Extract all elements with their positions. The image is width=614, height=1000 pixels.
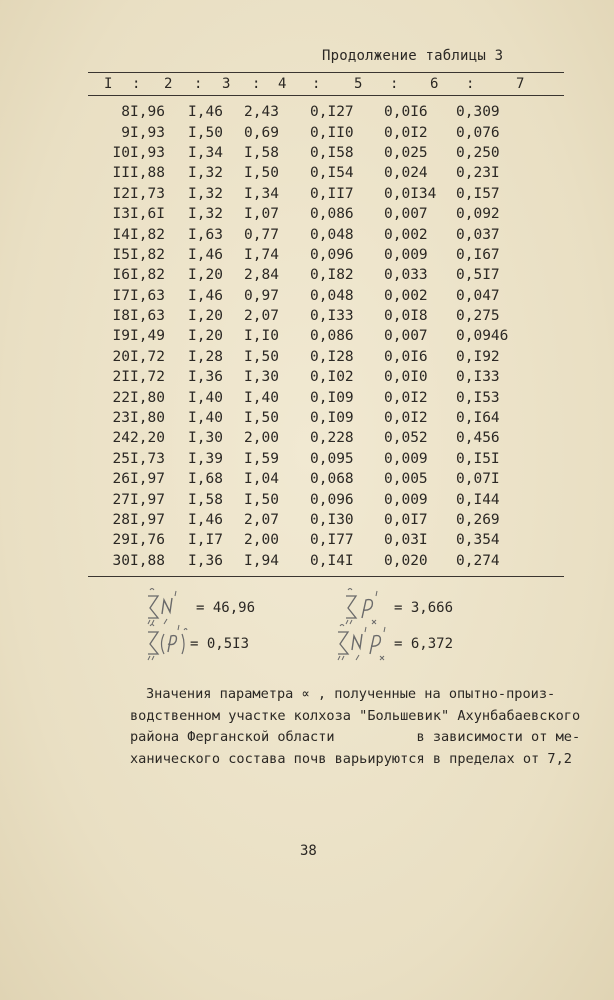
sum-p-squared-formula xyxy=(144,622,249,666)
table-cell-col-2: I,97 xyxy=(130,512,165,528)
sum-n-value: = 46,96 xyxy=(196,600,256,616)
table-cell-col-7: 0,275 xyxy=(456,308,500,325)
table-cell-col-6: 0,052 xyxy=(384,430,428,447)
table-cell-col-2: I,73 xyxy=(130,185,165,202)
table-cell-col-2: I,97 xyxy=(130,471,165,488)
table-cell-col-2: I,97 xyxy=(130,491,165,508)
header-separator: : xyxy=(252,76,261,92)
table-cell-col-4: I,50 xyxy=(244,410,279,427)
table-cell-col-3: I,20 xyxy=(188,267,223,284)
table-cell-col-1: I2 xyxy=(112,185,130,202)
table-cell-col-4: I,50 xyxy=(244,491,279,508)
table-cell-col-7: 0,250 xyxy=(456,144,500,161)
table-cell-col-7: 0,269 xyxy=(456,512,500,528)
table-cell-col-2: I,49 xyxy=(130,328,165,345)
table-cell-col-1: 28 xyxy=(112,512,130,528)
table-cell-col-6: 0,0I6 xyxy=(384,348,428,365)
table-cell-col-3: I,30 xyxy=(188,430,223,447)
table-cell-col-4: I,30 xyxy=(244,369,279,386)
table-cell-col-6: 0,020 xyxy=(384,552,428,569)
table-cell-col-6: 0,0I6 xyxy=(384,104,428,121)
table-cell-col-5: 0,I54 xyxy=(310,165,354,182)
table-cell-col-6: 0,002 xyxy=(384,226,428,243)
table-cell-col-6: 0,0I2 xyxy=(384,410,428,427)
sum-p-squared-value: = 0,5I3 xyxy=(190,636,250,652)
page-number: 38 xyxy=(300,843,317,859)
table-cell-col-4: I,34 xyxy=(244,185,279,202)
table-cell-col-1: 20 xyxy=(112,348,130,365)
table-bottom-rule xyxy=(88,576,564,577)
table-cell-col-6: 0,0I0 xyxy=(384,369,428,386)
table-cell-col-2: I,88 xyxy=(130,165,165,182)
header-separator: : xyxy=(466,76,475,92)
sum-np-handwritten-icon xyxy=(334,622,394,666)
table-cell-col-3: I,36 xyxy=(188,552,223,569)
table-cell-col-4: 0,97 xyxy=(244,287,279,304)
table-cell-col-3: I,32 xyxy=(188,165,223,182)
sum-np-formula xyxy=(334,622,453,666)
table-header-row xyxy=(88,76,564,96)
sum-p-squared-handwritten-icon xyxy=(144,622,190,666)
table-cell-col-6: 0,002 xyxy=(384,287,428,304)
table-cell-col-7: 0,I5I xyxy=(456,450,500,467)
table-cell-col-2: I,80 xyxy=(130,410,165,427)
table-cell-col-5: 0,I28 xyxy=(310,348,354,365)
table-cell-col-4: I,I0 xyxy=(244,328,279,345)
table-cell-col-1: I9 xyxy=(112,328,130,345)
table-cell-col-4: 2,00 xyxy=(244,430,279,447)
table-cell-col-6: 0,007 xyxy=(384,206,428,223)
table-cell-col-4: I,50 xyxy=(244,348,279,365)
table-cell-col-1: 24 xyxy=(112,430,130,447)
table-cell-col-7: 0,092 xyxy=(456,206,500,223)
table-cell-col-2: I,63 xyxy=(130,308,165,325)
table-cell-col-4: I,58 xyxy=(244,144,279,161)
table-cell-col-6: 0,0I2 xyxy=(384,389,428,406)
header-col-1: I xyxy=(104,76,113,92)
table-cell-col-5: 0,228 xyxy=(310,430,354,447)
table-cell-col-5: 0,II0 xyxy=(310,124,354,141)
table-cell-col-6: 0,009 xyxy=(384,450,428,467)
paragraph-line: Значения параметра ∝ , полученные на опытно-произ- xyxy=(146,686,556,702)
table-cell-col-4: I,59 xyxy=(244,450,279,467)
paragraph-line: ханического состава почв варьируются в пределах от 7,2 xyxy=(130,750,572,767)
table-row xyxy=(88,184,564,204)
table-cell-col-1: 25 xyxy=(112,450,130,467)
header-separator: : xyxy=(390,76,399,92)
table-row xyxy=(88,163,564,183)
table-cell-col-1: 23 xyxy=(112,410,130,427)
table-cell-col-4: 2,07 xyxy=(244,308,279,325)
table-cell-col-5: 0,I09 xyxy=(310,410,354,427)
table-top-rule xyxy=(88,72,564,73)
table-cell-col-2: I,82 xyxy=(130,226,165,243)
table-cell-col-1: I8 xyxy=(112,308,130,325)
table-cell-col-5: 0,086 xyxy=(310,328,354,345)
table-cell-col-7: 0,I53 xyxy=(456,389,500,406)
data-table xyxy=(88,102,564,571)
table-cell-col-4: I,50 xyxy=(244,165,279,182)
table-row xyxy=(88,428,564,448)
table-cell-col-2: I,73 xyxy=(130,450,165,467)
table-cell-col-7: 0,I33 xyxy=(456,369,500,386)
table-cell-col-2: I,88 xyxy=(130,552,165,569)
table-cell-col-5: 0,I27 xyxy=(310,104,354,121)
table-cell-col-5: 0,086 xyxy=(310,206,354,223)
table-cell-col-1: 30 xyxy=(112,552,130,569)
table-cell-col-1: 27 xyxy=(112,491,130,508)
table-cell-col-5: 0,I82 xyxy=(310,267,354,284)
table-cell-col-1: 26 xyxy=(112,471,130,488)
table-cell-col-5: 0,048 xyxy=(310,226,354,243)
table-cell-col-3: I,50 xyxy=(188,124,223,141)
header-col-2: 2 xyxy=(164,76,173,92)
table-cell-col-3: I,63 xyxy=(188,226,223,243)
table-cell-col-7: 0,23I xyxy=(456,165,500,182)
table-cell-col-1: 29 xyxy=(112,532,130,549)
table-cell-col-6: 0,009 xyxy=(384,491,428,508)
header-separator: : xyxy=(132,76,141,92)
table-cell-col-1: I0 xyxy=(112,144,130,161)
table-cell-col-6: 0,009 xyxy=(384,246,428,263)
table-cell-col-1: I3 xyxy=(112,206,130,223)
table-cell-col-5: 0,I77 xyxy=(310,532,354,549)
table-cell-col-2: I,6I xyxy=(130,206,165,223)
table-cell-col-4: 2,00 xyxy=(244,532,279,549)
table-cell-col-7: 0,5I7 xyxy=(456,267,500,284)
table-cell-col-1: I7 xyxy=(112,287,130,304)
table-cell-col-5: 0,068 xyxy=(310,471,354,488)
table-cell-col-5: 0,095 xyxy=(310,450,354,467)
header-separator: : xyxy=(312,76,321,92)
table-cell-col-4: 0,77 xyxy=(244,226,279,243)
table-row xyxy=(88,245,564,265)
table-row xyxy=(88,489,564,509)
table-cell-col-7: 0,07I xyxy=(456,471,500,488)
table-row xyxy=(88,449,564,469)
table-cell-col-5: 0,096 xyxy=(310,246,354,263)
table-cell-col-3: I,34 xyxy=(188,144,223,161)
table-cell-col-2: I,63 xyxy=(130,287,165,304)
table-cell-col-1: II xyxy=(112,165,130,182)
table-cell-col-7: 0,I92 xyxy=(456,348,500,365)
table-cell-col-7: 0,274 xyxy=(456,552,500,569)
table-cell-col-3: I,20 xyxy=(188,328,223,345)
table-cell-col-6: 0,007 xyxy=(384,328,428,345)
table-row xyxy=(88,306,564,326)
table-cell-col-3: I,58 xyxy=(188,491,223,508)
header-col-4: 4 xyxy=(278,76,287,92)
table-cell-col-3: I,32 xyxy=(188,206,223,223)
table-cell-col-5: 0,I02 xyxy=(310,369,354,386)
paragraph-line: района Ферганской области в зависимости от ме- xyxy=(130,729,581,745)
table-cell-col-7: 0,037 xyxy=(456,226,500,243)
table-row xyxy=(88,204,564,224)
table-cell-col-5: 0,096 xyxy=(310,491,354,508)
table-cell-col-7: 0,456 xyxy=(456,430,500,447)
table-cell-col-4: I,04 xyxy=(244,471,279,488)
table-row xyxy=(88,387,564,407)
header-col-5: 5 xyxy=(354,76,363,92)
table-cell-col-4: I,94 xyxy=(244,552,279,569)
table-cell-col-4: 0,69 xyxy=(244,124,279,141)
table-cell-col-7: 0,I57 xyxy=(456,185,500,202)
table-cell-col-1: I5 xyxy=(112,246,130,263)
table-cell-col-2: I,72 xyxy=(130,369,165,386)
table-header-rule xyxy=(88,95,564,96)
table-cell-col-3: I,36 xyxy=(188,369,223,386)
table-cell-col-3: I,20 xyxy=(188,308,223,325)
sum-p-value: = 3,666 xyxy=(394,600,454,616)
header-col-3: 3 xyxy=(222,76,231,92)
table-cell-col-3: I,46 xyxy=(188,104,223,121)
table-cell-col-7: 0,309 xyxy=(456,104,500,121)
table-cell-col-6: 0,033 xyxy=(384,267,428,284)
table-cell-col-7: 0,047 xyxy=(456,287,500,304)
table-cell-col-5: 0,048 xyxy=(310,287,354,304)
table-cell-col-2: I,82 xyxy=(130,267,165,284)
table-cell-col-7: 0,076 xyxy=(456,124,500,141)
table-cell-col-1: I4 xyxy=(112,226,130,243)
table-cell-col-7: 0,0946 xyxy=(456,328,509,345)
table-cell-col-4: I,07 xyxy=(244,206,279,223)
table-cell-col-4: 2,84 xyxy=(244,267,279,284)
table-row xyxy=(88,102,564,122)
table-cell-col-2: I,76 xyxy=(130,532,165,549)
table-cell-col-2: I,96 xyxy=(130,104,165,121)
table-row xyxy=(88,122,564,142)
table-cell-col-3: I,46 xyxy=(188,512,223,528)
table-row xyxy=(88,347,564,367)
table-row xyxy=(88,469,564,489)
body-paragraph xyxy=(130,684,581,770)
table-cell-col-6: 0,03I xyxy=(384,532,428,549)
table-cell-col-3: I,39 xyxy=(188,450,223,467)
table-row xyxy=(88,265,564,285)
table-cell-col-6: 0,025 xyxy=(384,144,428,161)
table-row xyxy=(88,408,564,428)
table-cell-col-3: I,46 xyxy=(188,246,223,263)
table-cell-col-3: I,28 xyxy=(188,348,223,365)
table-row xyxy=(88,530,564,550)
table-cell-col-7: 0,I67 xyxy=(456,246,500,263)
header-col-7: 7 xyxy=(516,76,525,92)
table-row xyxy=(88,224,564,244)
table-row xyxy=(88,143,564,163)
table-cell-col-7: 0,I44 xyxy=(456,491,500,508)
table-cell-col-1: 8 xyxy=(121,104,130,121)
table-cell-col-7: 0,354 xyxy=(456,532,500,549)
table-cell-col-6: 0,005 xyxy=(384,471,428,488)
table-cell-col-3: I,40 xyxy=(188,410,223,427)
table-cell-col-5: 0,I09 xyxy=(310,389,354,406)
table-cell-col-6: 0,024 xyxy=(384,165,428,182)
table-cell-col-1: 22 xyxy=(112,389,130,406)
table-row xyxy=(88,367,564,387)
table-cell-col-5: 0,I33 xyxy=(310,308,354,325)
table-cell-col-5: 0,II7 xyxy=(310,185,354,202)
sum-np-value: = 6,372 xyxy=(394,636,454,652)
paragraph-line: водственном участке колхоза "Большевик" Ахунбабаевского xyxy=(130,707,581,724)
header-col-6: 6 xyxy=(430,76,439,92)
table-cell-col-3: I,40 xyxy=(188,389,223,406)
table-row xyxy=(88,286,564,306)
table-cell-col-5: 0,I58 xyxy=(310,144,354,161)
table-row xyxy=(88,326,564,346)
table-cell-col-6: 0,0I7 xyxy=(384,512,428,528)
table-cell-col-1: 9 xyxy=(121,124,130,141)
table-cell-col-5: 0,I30 xyxy=(310,512,354,528)
table-cell-col-5: 0,I4I xyxy=(310,552,354,569)
table-row xyxy=(88,510,564,530)
table-cell-col-1: 2I xyxy=(112,369,130,386)
table-cell-col-6: 0,0I2 xyxy=(384,124,428,141)
table-cell-col-4: 2,43 xyxy=(244,104,279,121)
table-cell-col-7: 0,I64 xyxy=(456,410,500,427)
table-cell-col-4: 2,07 xyxy=(244,512,279,528)
table-cell-col-3: I,I7 xyxy=(188,532,223,549)
table-cell-col-3: I,68 xyxy=(188,471,223,488)
header-separator: : xyxy=(194,76,203,92)
table-cell-col-3: I,46 xyxy=(188,287,223,304)
table-cell-col-2: I,82 xyxy=(130,246,165,263)
table-cell-col-4: I,74 xyxy=(244,246,279,263)
table-cell-col-2: I,80 xyxy=(130,389,165,406)
table-cell-col-4: I,40 xyxy=(244,389,279,406)
table-row xyxy=(88,551,564,571)
table-cell-col-2: 2,20 xyxy=(130,430,165,447)
table-cell-col-2: I,93 xyxy=(130,124,165,141)
table-cell-col-3: I,32 xyxy=(188,185,223,202)
table-caption: Продолжение таблицы 3 xyxy=(322,48,504,64)
table-cell-col-6: 0,0I8 xyxy=(384,308,428,325)
table-cell-col-2: I,93 xyxy=(130,144,165,161)
table-cell-col-6: 0,0I34 xyxy=(384,185,437,202)
table-cell-col-1: I6 xyxy=(112,267,130,284)
table-cell-col-2: I,72 xyxy=(130,348,165,365)
